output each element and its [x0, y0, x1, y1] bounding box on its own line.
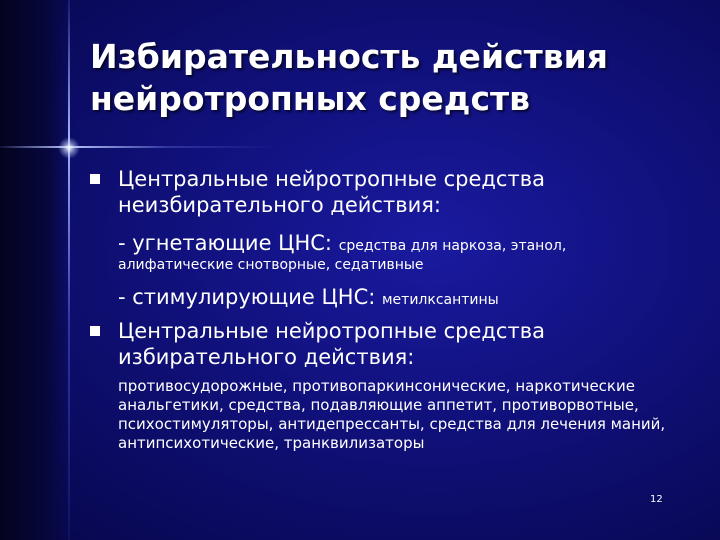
page-number: 12	[650, 494, 663, 505]
horizontal-decor-line	[0, 146, 280, 148]
title-line-2: нейротропных средств	[90, 79, 531, 118]
left-decor-band	[0, 0, 70, 540]
bullet1-line2: неизбирательного действия:	[118, 193, 441, 217]
vertical-decor-line	[68, 0, 70, 540]
bullet2-line1: Центральные нейротропные средства	[118, 319, 545, 343]
sub1-detail-part2: алифатические снотворные, седативные	[118, 257, 424, 273]
sub1-detail-part1: средства для наркоза, этанол,	[338, 238, 567, 254]
bullet2-line2: избирательного действия:	[118, 345, 415, 369]
square-bullet-icon	[90, 174, 100, 184]
bullet1-sub1	[118, 230, 566, 259]
bullet1-line1: Центральные нейротропные средства	[118, 167, 545, 191]
sub2-detail: метилксантины	[382, 292, 499, 308]
light-flare-icon	[58, 137, 80, 159]
sub2-label: - стимулирующие ЦНС:	[118, 285, 376, 309]
bullet1-sub2	[118, 284, 499, 313]
slide-title	[90, 36, 700, 120]
square-bullet-icon	[90, 326, 100, 336]
bullet2-detail: противосудорожные, противопаркинсонические, наркотические анальгетики, средства, подавляющие аппетит, противорвотные, психостимуляторы, антидепрессанты, средства для лечения маний, антипсихотические, транквилизаторы	[118, 377, 666, 452]
sub1-label: - угнетающие ЦНС:	[118, 231, 332, 255]
title-line-1: Избирательность действия	[90, 37, 608, 76]
